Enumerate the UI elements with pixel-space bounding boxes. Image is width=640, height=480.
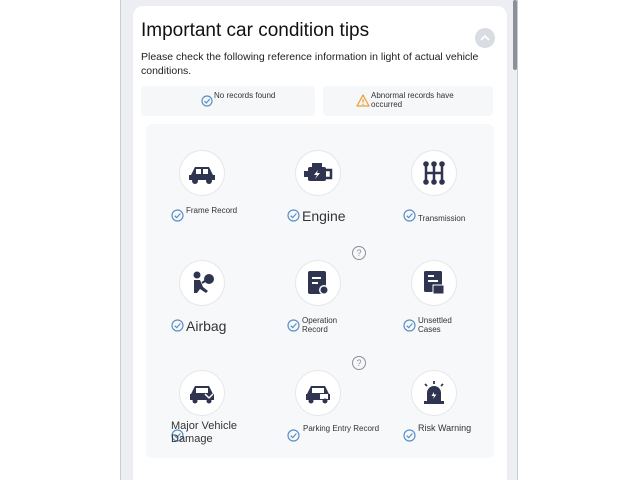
item-label: Engine [302, 208, 346, 224]
page-title: Important car condition tips [141, 20, 370, 41]
item-parking-entry-record[interactable] [262, 344, 378, 454]
check-circle-icon [287, 429, 300, 442]
check-circle-icon [171, 209, 184, 222]
legend-warn-label: Abnormal records have occurred [371, 91, 454, 109]
chevron-up-icon [480, 33, 490, 43]
item-transmission[interactable] [378, 124, 494, 234]
close-button[interactable] [475, 28, 495, 48]
check-circle-icon [171, 319, 184, 332]
item-label: Frame Record [186, 206, 238, 215]
legend-abnormal-records [323, 86, 493, 116]
item-airbag[interactable] [146, 234, 262, 344]
scrollbar[interactable] [513, 0, 517, 70]
car-frame-icon [179, 150, 225, 196]
item-label: Operation Record [302, 316, 338, 334]
item-frame-record[interactable] [146, 124, 262, 234]
item-risk-warning[interactable] [378, 344, 494, 454]
condition-tips-dialog [133, 6, 507, 480]
item-label: Unsettled Cases [418, 316, 452, 334]
subtitle: Please check the following reference information in light of actual vehicle conditions. [141, 51, 479, 77]
check-circle-icon [403, 319, 416, 332]
check-circle-icon [287, 209, 300, 222]
check-circle-icon [287, 319, 300, 332]
legend-ok-label: No records found [214, 91, 276, 100]
item-label: Parking Entry Record [303, 424, 380, 433]
help-icon[interactable]: ? [352, 356, 366, 370]
document-icon [295, 260, 341, 306]
item-major-vehicle-damage[interactable] [146, 344, 262, 454]
help-icon[interactable]: ? [352, 246, 366, 260]
gear-shift-icon [411, 150, 457, 196]
case-file-icon [411, 260, 457, 306]
check-circle-icon [201, 95, 213, 107]
item-label: Risk Warning [418, 423, 472, 433]
warning-icon [356, 94, 370, 107]
item-label: Transmission [418, 214, 466, 223]
parking-car-icon [295, 370, 341, 416]
item-engine[interactable] [262, 124, 378, 234]
item-unsettled-cases[interactable] [378, 234, 494, 344]
alarm-light-icon [411, 370, 457, 416]
airbag-icon [179, 260, 225, 306]
engine-icon [295, 150, 341, 196]
item-label: Major Vehicle Damage [171, 420, 238, 445]
condition-grid [146, 124, 494, 458]
legend-no-records [141, 86, 315, 116]
item-operation-record[interactable] [262, 234, 378, 344]
check-circle-icon [403, 209, 416, 222]
item-label: Airbag [186, 318, 227, 334]
damaged-car-icon [179, 370, 225, 416]
check-circle-icon [403, 429, 416, 442]
